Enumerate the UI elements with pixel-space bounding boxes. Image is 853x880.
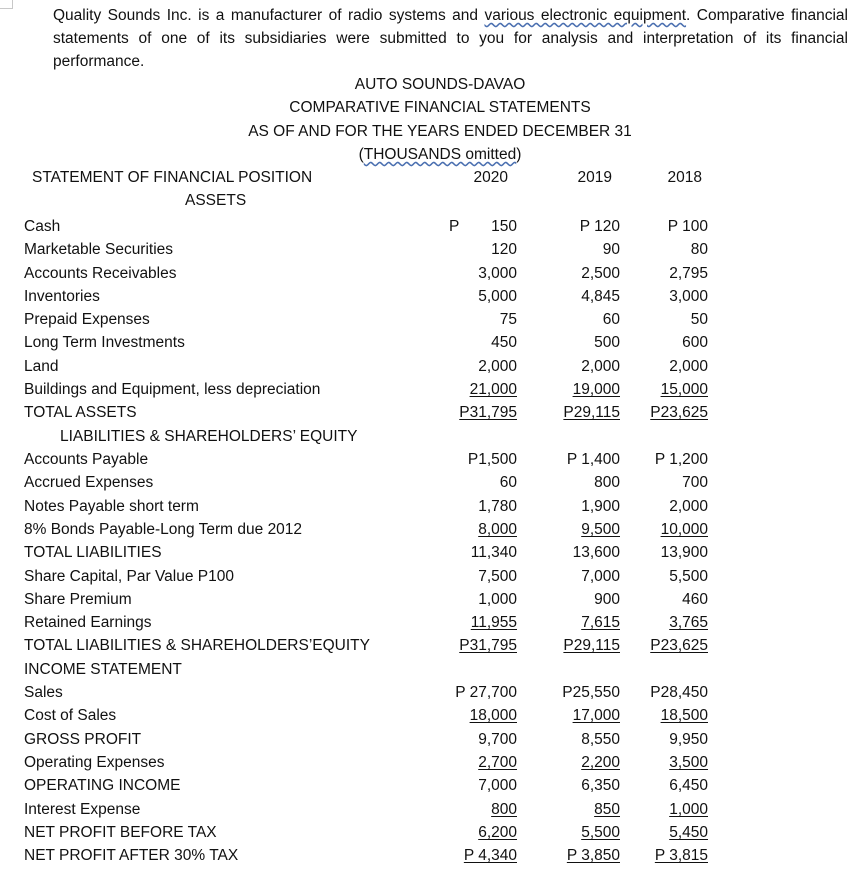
units-text: THOUSANDS omitted [363,146,517,163]
value-2018: 10,000 [660,521,708,538]
liabilities-heading: LIABILITIES & SHAREHOLDERS’ EQUITY [60,428,358,445]
value-2019: 19,000 [572,381,620,398]
value-2019: P 1,400 [566,451,620,468]
value-2019: 60 [602,311,620,328]
value-2020: 9,700 [478,731,517,748]
table-row [0,801,853,824]
value-2019: 900 [594,591,620,608]
value-2019: 7,615 [581,614,620,631]
value-2020: P 4,340 [463,847,517,864]
table-row [0,218,853,241]
value-2019: 8,550 [581,731,620,748]
row-label: Accounts Receivables [24,265,177,282]
value-2018: 3,000 [669,288,708,305]
value-2019: P 120 [579,218,620,235]
table-row [0,451,853,474]
value-2020: 2,700 [478,754,517,771]
value-2018: 6,450 [669,777,708,794]
row-label: OPERATING INCOME [24,777,181,794]
table-row [0,591,853,614]
table-row [0,614,853,637]
value-2020: 7,000 [478,777,517,794]
value-2020: 3,000 [478,265,517,282]
value-2018: 15,000 [660,381,708,398]
table-row [0,265,853,288]
value-2020: 7,500 [478,568,517,585]
row-label: Notes Payable short term [24,498,199,515]
value-2018: 5,450 [669,824,708,841]
row-label: Accrued Expenses [24,474,154,491]
intro-text-1: Quality Sounds Inc. is a manufacturer of radio systems and [53,7,485,24]
value-2018: P 1,200 [654,451,708,468]
table-row [0,777,853,800]
value-2020: 18,000 [469,707,517,724]
value-2019: 500 [594,334,620,351]
year-2019-header: 2019 [577,169,612,186]
value-2020: 6,200 [478,824,517,841]
value-2020: 800 [491,801,517,818]
value-2018: 600 [682,334,708,351]
value-2018: P 100 [667,218,708,235]
row-label: NET PROFIT BEFORE TAX [24,824,217,841]
income-statement-heading: INCOME STATEMENT [24,661,182,678]
table-row [0,731,853,754]
value-2019: 13,600 [572,544,620,561]
intro-paragraph [53,4,848,73]
table-row [0,684,853,707]
table-row-total [0,404,853,427]
row-label: Land [24,358,59,375]
value-2020: 1,780 [478,498,517,515]
table-row [0,754,853,777]
value-2018: P23,625 [650,637,708,654]
value-2020: P1,500 [467,451,517,468]
value-2019: 4,845 [581,288,620,305]
value-2020: P31,795 [459,637,517,654]
value-2020: 75 [499,311,517,328]
table-row [0,707,853,730]
row-label: TOTAL LIABILITIES & SHAREHOLDERS’EQUITY [24,637,370,654]
row-label: Cash [24,218,61,235]
value-2019: 90 [602,241,620,258]
value-2020: 11,340 [470,544,517,561]
row-label: Inventories [24,288,100,305]
page-corner-mark [0,0,13,9]
currency-prefix: P [449,218,460,235]
table-row [0,381,853,404]
value-2020: 1,000 [478,591,517,608]
table-row-total [0,847,853,870]
value-2018: 460 [682,591,708,608]
row-label: Buildings and Equipment, less depreciation [24,381,321,398]
value-2020: 60 [499,474,517,491]
value-2019: P25,550 [562,684,620,701]
value-2018: 13,900 [660,544,708,561]
value-2019: P29,115 [563,404,620,421]
value-2020: 120 [491,241,517,258]
value-2018: 1,000 [669,801,708,818]
value-2018: P 3,815 [654,847,708,864]
value-2018: 5,500 [669,568,708,585]
value-2018: 3,500 [669,754,708,771]
value-2018: 2,795 [669,265,708,282]
value-2020: 8,000 [478,521,517,538]
intro-text-2: various electronic equipment [484,7,687,24]
table-row [0,311,853,334]
table-row-total [0,637,853,660]
value-2019: 800 [594,474,620,491]
units-close: ) [516,146,522,163]
row-label: Accounts Payable [24,451,149,468]
value-2019: 9,500 [581,521,620,538]
value-2020: 2,000 [478,358,517,375]
value-2019: 5,500 [581,824,620,841]
value-2019: 2,000 [581,358,620,375]
statement-title: COMPARATIVE FINANCIAL STATEMENTS [289,99,591,116]
value-2018: 700 [682,474,708,491]
value-2018: 9,950 [669,731,708,748]
row-label: Sales [24,684,63,701]
value-2019: 2,200 [581,754,620,771]
assets-heading: ASSETS [185,192,247,209]
value-2018: 2,000 [669,358,708,375]
row-label: Operating Expenses [24,754,165,771]
row-label: Interest Expense [24,801,141,818]
row-label: Marketable Securities [24,241,174,258]
table-row [0,358,853,381]
value-2020: 150 [491,218,517,235]
row-label: GROSS PROFIT [24,731,142,748]
table-row [0,824,853,847]
row-label: Long Term Investments [24,334,185,351]
table-row [0,334,853,357]
row-label: Retained Earnings [24,614,152,631]
table-row [0,474,853,497]
value-2019: 17,000 [572,707,620,724]
table-row [0,288,853,311]
row-label: TOTAL LIABILITIES [24,544,162,561]
row-label: 8% Bonds Payable-Long Term due 2012 [24,521,303,538]
row-label: NET PROFIT AFTER 30% TAX [24,847,239,864]
value-2018: P23,625 [650,404,708,421]
row-label: Prepaid Expenses [24,311,150,328]
table-row [0,568,853,591]
value-2020: 450 [491,334,517,351]
intro-text-3: . Comparative financial statements of one of its subsidiaries were submitted to you for analysis and interpretation of its financial performance. [53,7,848,70]
units-open: ( [358,146,364,163]
row-label: Share Capital, Par Value P100 [24,568,234,585]
value-2019: 2,500 [581,265,620,282]
value-2019: 1,900 [581,498,620,515]
value-2019: 6,350 [581,777,620,794]
value-2018: 80 [690,241,708,258]
table-row [0,241,853,264]
company-name: AUTO SOUNDS-DAVAO [354,76,526,93]
table-row [0,498,853,521]
value-2018: 50 [690,311,708,328]
row-label: Cost of Sales [24,707,117,724]
value-2020: P 27,700 [455,684,517,701]
value-2018: 18,500 [660,707,708,724]
period-heading: AS OF AND FOR THE YEARS ENDED DECEMBER 31 [248,123,632,140]
value-2018: 3,765 [669,614,708,631]
table-row-total [0,544,853,567]
value-2019: P29,115 [563,637,620,654]
table-row [0,521,853,544]
year-2020-header: 2020 [473,169,508,186]
value-2019: 7,000 [581,568,620,585]
value-2018: 2,000 [669,498,708,515]
value-2019: 850 [594,801,620,818]
sfp-heading: STATEMENT OF FINANCIAL POSITION [32,169,313,186]
value-2020: 11,955 [470,614,517,631]
value-2018: P28,450 [650,684,708,701]
value-2020: 5,000 [478,288,517,305]
value-2019: P 3,850 [566,847,620,864]
row-label: Share Premium [24,591,132,608]
row-label: TOTAL ASSETS [24,404,137,421]
units-note [0,146,853,164]
value-2020: 21,000 [469,381,517,398]
value-2020: P31,795 [459,404,517,421]
year-2018-header: 2018 [667,169,702,186]
